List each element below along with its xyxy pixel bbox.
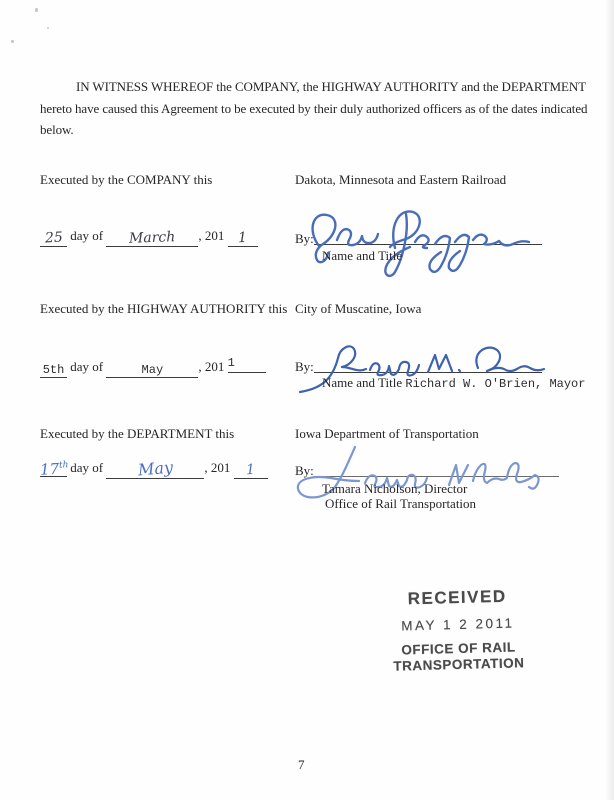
stamp-office-text-line2: TRANSPORTATION	[393, 655, 525, 674]
year-prefix: , 201	[198, 359, 225, 374]
paragraph-line: hereto have caused this Agreement to be executed by their duly authorized officers as of the dates indicated	[40, 100, 588, 116]
day-of-label: day of	[70, 359, 104, 374]
department-year-digit-handwritten: 1	[245, 461, 256, 479]
by-label: By:	[295, 463, 314, 478]
company-party-name: Dakota, Minnesota and Eastern Railroad	[295, 172, 507, 187]
executed-by-highway-authority-label: Executed by the HIGHWAY AUTHORITY this	[40, 301, 288, 316]
department-year-blank	[234, 462, 268, 479]
company-by-line	[295, 228, 542, 247]
company-name-title-label: Name and Title	[322, 248, 403, 263]
department-party-name: Iowa Department of Transportation	[295, 426, 479, 441]
company-year-blank	[228, 230, 258, 247]
company-signature-line	[314, 228, 542, 245]
highway-date-line	[40, 356, 266, 378]
by-label: By:	[295, 231, 314, 246]
highway-name-title-line	[322, 375, 585, 391]
highway-year-digit-typed: 1	[227, 356, 235, 370]
received-stamp	[383, 586, 533, 674]
year-prefix: , 201	[204, 460, 231, 475]
department-signature-line	[314, 460, 559, 477]
company-date-line	[40, 228, 258, 247]
stamp-received-text: RECEIVED	[407, 586, 507, 609]
highway-month-typed: May	[141, 363, 164, 377]
scan-speck	[11, 40, 14, 43]
highway-typed-name: Richard W. O'Brien, Mayor	[405, 377, 586, 391]
executed-by-department-label: Executed by the DEPARTMENT this	[40, 426, 235, 441]
year-prefix: , 201	[198, 228, 225, 243]
department-date-line	[39, 457, 268, 480]
department-day-blank	[40, 460, 67, 477]
stamp-date-text: MAY 1 2 2011	[401, 615, 515, 634]
department-month-handwritten: May	[137, 457, 174, 480]
highway-year-blank	[228, 356, 266, 373]
by-label: By:	[295, 359, 314, 374]
day-of-label: day of	[70, 228, 104, 243]
company-month-blank	[106, 230, 198, 247]
department-day-handwritten: 17th	[39, 459, 69, 479]
scan-edge-artifact	[605, 0, 614, 800]
highway-by-line	[295, 356, 542, 375]
executed-by-company-label: Executed by the COMPANY this	[40, 172, 213, 187]
highway-day-typed: 5th	[42, 363, 65, 377]
day-of-label: day of	[70, 460, 104, 475]
highway-day-blank	[40, 361, 67, 378]
page-number: 7	[298, 757, 305, 772]
highway-name-title-label: Name and Title	[322, 375, 403, 390]
highway-month-blank	[106, 361, 198, 378]
department-typed-name: Tamara Nicholson, Director	[322, 481, 468, 496]
company-month-handwritten: March	[128, 229, 176, 247]
paragraph-line: IN WITNESS WHEREOF the COMPANY, the HIGHWAY AUTHORITY and the DEPARTMENT	[76, 79, 586, 94]
department-month-blank	[106, 457, 204, 480]
scan-speck	[47, 27, 49, 29]
department-by-line	[295, 460, 559, 479]
highway-signature-line	[314, 356, 542, 373]
company-year-digit-handwritten: 1	[237, 229, 248, 247]
department-typed-office: Office of Rail Transportation	[325, 496, 477, 511]
stamp-office-text-line1: OFFICE OF RAIL	[401, 639, 516, 658]
highway-authority-party-name: City of Muscatine, Iowa	[295, 301, 422, 316]
company-day-handwritten: 25	[44, 229, 63, 247]
witness-paragraph	[40, 76, 588, 141]
company-day-blank	[40, 230, 67, 247]
scan-speck	[35, 8, 38, 12]
paragraph-line: below.	[40, 122, 74, 137]
